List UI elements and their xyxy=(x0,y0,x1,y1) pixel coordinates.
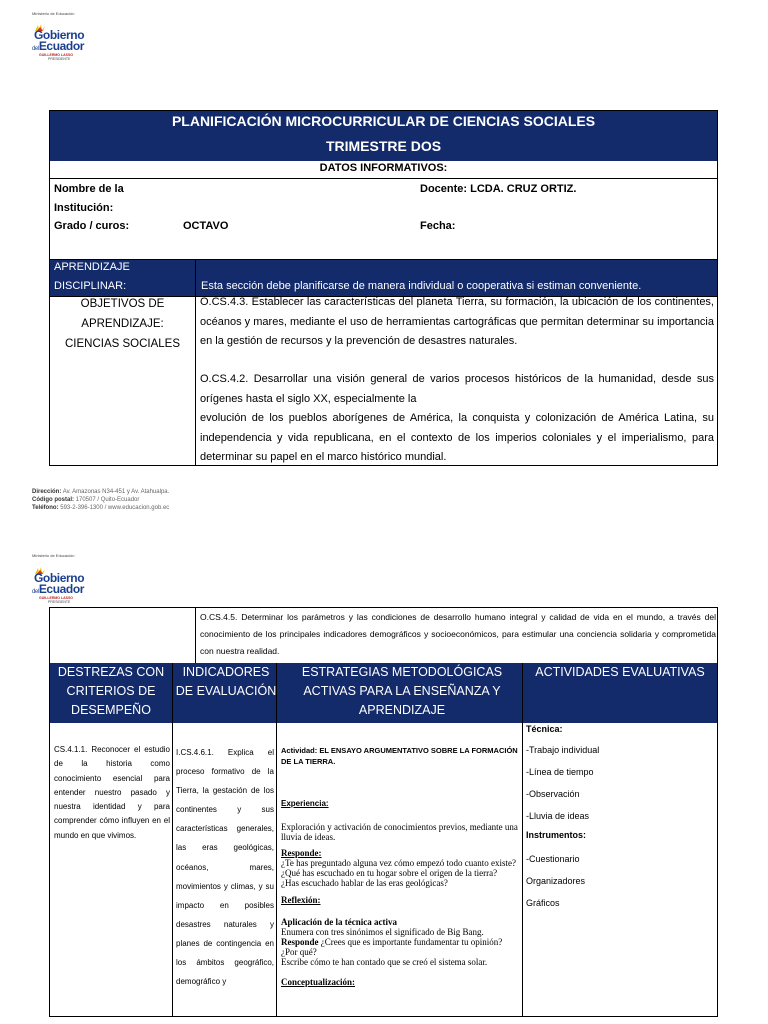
act-organizadores: Organizadores xyxy=(526,876,586,886)
escribe-text: Escribe cómo te han contado que se creó el sistema solar. xyxy=(281,957,488,967)
enumera-text: Enumera con tres sinónimos el significado de Big Bang. xyxy=(281,927,484,937)
act-graficos: Gráficos xyxy=(526,898,560,908)
planning-table xyxy=(49,110,718,466)
actividad-line: Actividad: EL ENSAYO ARGUMENTATIVO SOBRE LA FORMACIÓN DE LA TIERRA. xyxy=(281,746,518,766)
government-logo-2 xyxy=(32,567,102,609)
logo-line1: Gobierno xyxy=(34,571,85,585)
act-lluvia: -Lluvia de ideas xyxy=(526,811,590,821)
exploracion-text: Exploración y activación de conocimientos previos, mediante una lluvia de ideas. xyxy=(281,822,518,842)
header-indicadores: INDICADORES DE EVALUACIÓN xyxy=(175,665,277,698)
objective-ocs42: O.CS.4.2. Desarrollar una visión general de varios procesos históricos de la humanidad, desde sus orígenes hasta el siglo XX, especialmente la evolución de los pueblos aborígenes de América, la conquista y colonización de América Latina, su independencia y vida republicana, en el contexto de los imperios coloniales y el imperialismo, para determinar su papel en el marco histórico mundial. xyxy=(200,373,714,463)
logo-line4: PRESIDENTE xyxy=(48,600,71,604)
logo-line3: GUILLERMO LASSO xyxy=(39,596,74,600)
government-logo xyxy=(32,24,102,66)
act-linea: -Línea de tiempo xyxy=(526,767,594,777)
objetivos-label: OBJETIVOS DE APRENDIZAJE: CIENCIAS SOCIALES xyxy=(64,298,181,350)
pregunta-1: ¿Te has preguntado alguna vez cómo empezó todo cuanto existe? xyxy=(281,858,517,868)
ministry-label: Ministerio de Educación xyxy=(32,11,75,16)
logo-line2: delEcuador xyxy=(32,39,85,53)
responde-label: Responde: xyxy=(281,848,322,858)
header-estrategias: ESTRATEGIAS METODOLÓGICAS ACTIVAS PARA LA ENSEÑANZA Y APRENDIZAJE xyxy=(301,665,503,717)
indicador-text: I.CS.4.6.1. Explica el proceso formativo de la Tierra, la gestación de los continentes y sus características generales, las eras geológicas, océanos, mares, movimientos y climas, y su impacto en posibles desastres naturales y planes de contingencia en los ámbitos geográfico, demográfico y xyxy=(176,748,274,987)
aprendizaje-label: APRENDIZAJE DISCIPLINAR: xyxy=(54,261,130,292)
reflexion-label: Reflexión: xyxy=(281,895,321,905)
destreza-text: CS.4.1.1. Reconocer el estudio de la historia como conocimiento esencial para entender nuestro pasado y nuestra identidad y para comprender cómo influyen en el mundo en que vivimos. xyxy=(54,745,170,840)
strategies-table xyxy=(49,607,718,1017)
act-trabajo: -Trabajo individual xyxy=(526,745,600,755)
act-observacion: -Observación xyxy=(526,789,580,799)
logo-line1: Gobierno xyxy=(34,28,85,42)
actividades-content xyxy=(526,722,714,908)
instrumentos-label: Instrumentos: xyxy=(526,830,587,840)
fecha-label: Fecha: xyxy=(420,220,456,232)
logo-line2: delEcuador xyxy=(32,582,85,596)
header-destrezas: DESTREZAS CON CRITERIOS DE DESEMPEÑO xyxy=(57,665,165,717)
grado-label: Grado / curos: xyxy=(54,220,130,232)
conceptualizacion-label: Conceptualización: xyxy=(281,977,355,987)
footer-1: Dirección: Av. Amazonas N34-451 y Av. Atahualpa. Código postal: 170507 / Quito-Ecuador Teléfono: 593-2-396-1300 / www.educacion.gob.ec xyxy=(32,489,170,511)
responde2-text: Responde ¿Crees que es importante fundamentar tu opinión? ¿Por qué? xyxy=(281,937,503,957)
aprendizaje-text: Esta sección debe planificarse de manera individual o cooperativa si estiman conveniente. xyxy=(201,280,642,292)
docente: Docente: LCDA. CRUZ ORTIZ. xyxy=(420,183,577,195)
table-subtitle: TRIMESTRE DOS xyxy=(325,138,442,154)
pregunta-3: ¿Has escuchado hablar de las eras geológicas? xyxy=(281,878,448,888)
logo-line4: PRESIDENTE xyxy=(48,57,71,61)
objective-ocs45: O.CS.4.5. Determinar los parámetros y las condiciones de desarrollo humano integral y calidad de vida en el mundo, a través del conocimiento de los principales indicadores demográficos y socioeconómicos, para estimular una conciencia solidaria y comprometida con nuestra realidad. xyxy=(200,612,716,656)
objective-ocs43: O.CS.4.3. Establecer las características del planeta Tierra, su formación, la ubicación de los continentes, océanos y mares, mediante el uso de herramientas cartográficas que permitan determinar su importancia en la gestión de recursos y la prevención de desastres naturales. xyxy=(200,296,714,347)
datos-informativos: DATOS INFORMATIVOS: xyxy=(319,162,448,174)
header-actividades: ACTIVIDADES EVALUATIVAS xyxy=(535,665,705,679)
act-cuestionario: -Cuestionario xyxy=(526,854,580,864)
institution-label: Nombre de la Institución: xyxy=(54,183,124,214)
aplicacion-label: Aplicación de la técnica activa xyxy=(281,917,397,927)
estrategias-content xyxy=(281,745,519,987)
experiencia-label: Experiencia: xyxy=(281,799,329,808)
ministry-label-2: Ministerio de Educación xyxy=(32,553,75,558)
grado-value: OCTAVO xyxy=(183,220,229,232)
table-title: PLANIFICACIÓN MICROCURRICULAR DE CIENCIAS SOCIALES xyxy=(171,113,596,129)
tecnica-label: Técnica: xyxy=(526,724,563,734)
pregunta-2: ¿Qué has escuchado en tu hogar sobre el origen de la tierra? xyxy=(281,868,498,878)
logo-line3: GUILLERMO LASSO xyxy=(39,53,74,57)
